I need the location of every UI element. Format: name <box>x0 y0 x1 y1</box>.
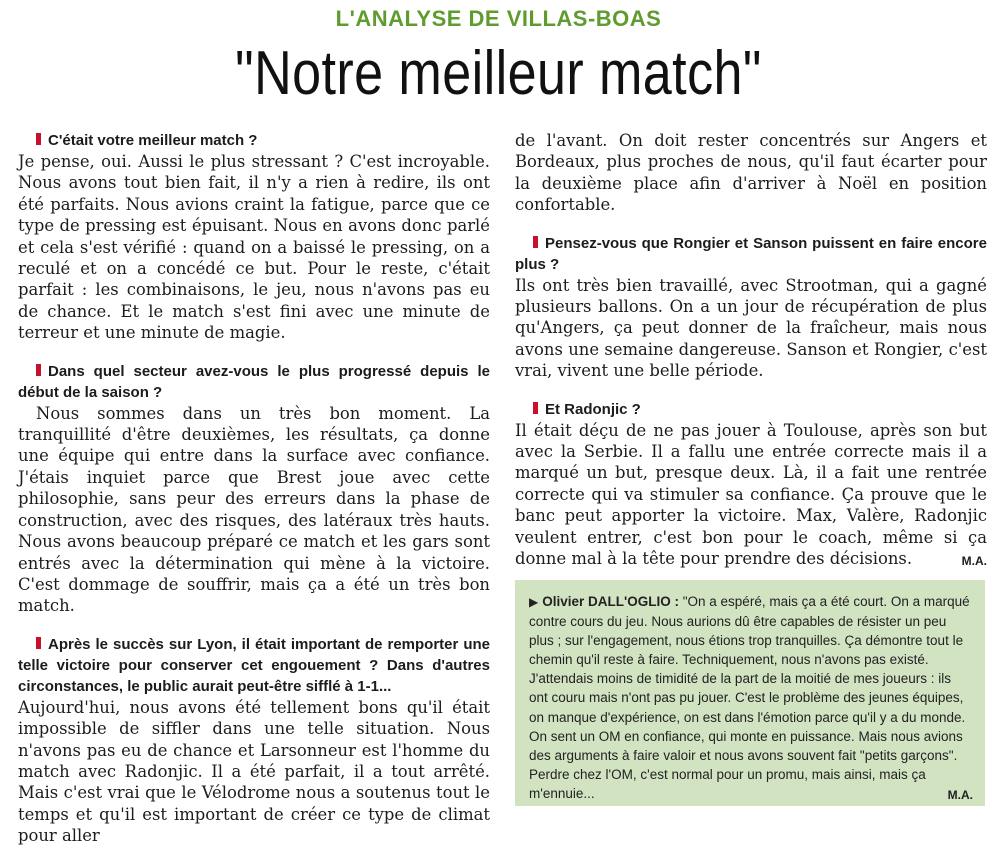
right-column <box>515 130 987 573</box>
question-4-text: Pensez-vous que Rongier et Sanson puissent en faire encore plus ? <box>515 234 987 273</box>
interview-block-3 <box>18 634 490 847</box>
interview-block-1 <box>18 130 490 344</box>
red-marker-icon <box>36 637 41 649</box>
question-4 <box>515 233 987 275</box>
opponent-quote-box <box>515 580 985 806</box>
question-5-text: Et Radonjic ? <box>545 400 641 418</box>
article-kicker: L'ANALYSE DE VILLAS-BOAS <box>335 6 662 31</box>
question-3 <box>18 634 490 697</box>
question-1 <box>18 130 490 151</box>
answer-5 <box>515 420 987 570</box>
red-marker-icon <box>533 402 538 414</box>
question-3-text: Après le succès sur Lyon, il était important de remporter une telle victoire pour conserver cet engouement ? Dans d'autres circonstances, le public aurait peut-être sifflé à 1-1... <box>18 635 490 695</box>
answer-3-continued: de l'avant. On doit rester concentrés sur Angers et Bordeaux, plus proches de nous, qu'il faut écarter pour la deuxième place afin d'arriver à Noël en position confortable. <box>515 131 987 215</box>
author-signature: M.A. <box>961 554 987 569</box>
interview-block-5 <box>515 399 987 570</box>
article-headline: "Notre meilleur match" <box>235 39 762 108</box>
quote-speaker: Olivier DALL'OGLIO : <box>542 594 679 609</box>
interview-block-4 <box>515 233 987 382</box>
question-2-text: Dans quel secteur avez-vous le plus progressé depuis le début de la saison ? <box>18 362 490 401</box>
quote-signature: M.A. <box>947 787 973 802</box>
red-marker-icon <box>36 364 41 376</box>
red-marker-icon <box>36 133 41 145</box>
question-1-text: C'était votre meilleur match ? <box>48 132 258 149</box>
answer-4: Ils ont très bien travaillé, avec Strootman, qui a gagné plusieurs ballons. On a un jour de récupération de plus qu'Angers, ça peut donner de la fraîcheur, mais nous avons une semaine dangereuse. Sanson et Rongier, c'est vrai, vivent une belle période. <box>515 275 987 381</box>
interview-block-2 <box>18 361 490 617</box>
answer-2: Nous sommes dans un très bon moment. La tranquillité d'être deuxièmes, les résultats, ça donne une équipe qui entre dans la surface avec confiance. J'étais inquiet parce que Brest joue avec cette philosophie, sans peur des erreurs dans la phase de construction, avec des risques, des latéraux très hauts. Nous avons beaucoup préparé ce match et les gars sont entrés avec la détermination qui mène à la victoire. C'est dommage de souffrir, mais ça a été un très bon match. <box>18 403 490 616</box>
red-marker-icon <box>533 236 538 248</box>
answer-5-text: Il était déçu de ne pas jouer à Toulouse, après son but avec la Serbie. Il a fallu une entrée correcte mais il a marqué un but, presque deux. Là, il a fait une rentrée correcte qui va stimuler sa confiance. Ça prouve que le banc peut apporter la victoire. Max, Valère, Radonjic veulent entrer, c'est bon pour le coach, même si ça donne mal à la tête pour prendre des décisions. <box>515 420 987 569</box>
question-2 <box>18 361 490 403</box>
answer-3-continued-block <box>515 130 987 216</box>
answer-3: Aujourd'hui, nous avons été tellement bons qu'il était impossible de siffler dans une telle situation. Nous n'avons pas eu de chance et Larsonneur est l'homme du match avec Radonjic. Il a été parfait, il a tout arrêté. Mais c'est vrai que le Vélodrome nous a soutenus tout le temps et qu'il est important de créer ce type de climat pour aller <box>18 697 490 846</box>
left-column <box>18 130 490 847</box>
quote-text: "On a espéré, mais ça a été court. On a marqué contre cours du jeu. Nous aurions dû être capables de résister un peu plus ; sur l'engagement, nous étions trop tranquilles. Ça démontre tout le chemin qu'il reste à faire. Techniquement, nous n'avons pas existé. J'attendais moins de timidité de la part de la moitié de mes joueurs : ils ont couru mais n'ont pas pu jouer. C'est le problème des jeunes équipes, on manque d'expérience, on est dans l'émotion parce qu'il y a du monde. On sent un OM en confiance, qui monte en puissance. Mais nous avions des arguments à faire valoir et nous avons souvent fait "petits garçons". Perdre chez l'OM, c'est normal pour un promu, mais ainsi, mais ça m'ennuie... <box>529 594 970 801</box>
arrow-right-icon: ▶ <box>529 595 539 609</box>
question-5 <box>515 399 987 420</box>
answer-1: Je pense, oui. Aussi le plus stressant ? C'est incroyable. Nous avons tout bien fait, il n'y a rien à redire, ils ont été parfaits. Nous avions craint la fatigue, parce que ce type de pressing est épuisant. Nous en avons donc parlé et cela s'est vérifié : quand on a baissé le pressing, on a reculé et on a concédé ce but. Pour le reste, c'était parfait : les combinaisons, le jeu, nous n'avons pas eu de chance. Et le match s'est fini avec une minute de terreur et une minute de magie. <box>18 152 490 343</box>
